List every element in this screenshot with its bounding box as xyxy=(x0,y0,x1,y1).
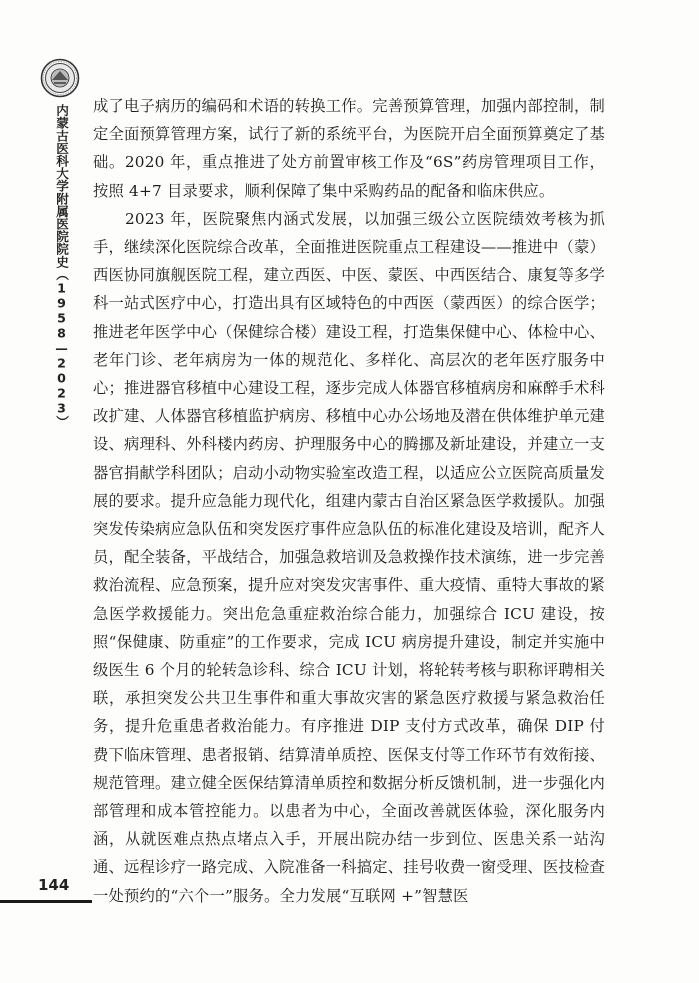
university-seal-icon xyxy=(40,58,80,98)
page-number-rule xyxy=(0,900,92,903)
running-book-title: 内蒙古医科大学附属医院院史（1958—2023） xyxy=(54,104,69,428)
body-text xyxy=(93,92,605,910)
paragraph-1: 成了电子病历的编码和术语的转换工作。完善预算管理，加强内部控制，制定全面预算管理方案，试行了新的系统平台，为医院开启全面预算奠定了基础。2020 年，重点推进了处方前置审核工作及“6S”药房管理项目工作，按照 4+7 目录要求，顺利保障了集中采购药品的配备和临床供应。 xyxy=(93,97,605,200)
paragraph-2: 2023 年，医院聚焦内涵式发展，以加强三级公立医院绩效考核为抓手，继续深化医院综合改革，全面推进医院重点工程建设——推进中（蒙）西医协同旗舰医院工程，建立西医、中医、蒙医、中西医结合、康复等多学科一站式医疗中心，打造出具有区域特色的中西医（蒙西医）的综合医学；推进老年医学中心（保健综合楼）建设工程，打造集保健中心、体检中心、老年门诊、老年病房为一体的规范化、多样化、高层次的老年医疗服务中心；推进器官移植中心建设工程，逐步完成人体器官移植病房和麻醉手术科改扩建、人体器官移植监护病房、移植中心办公场地及潜在供体维护单元建设、病理科、外科楼内药房、护理服务中心的腾挪及新址建设，并建立一支器官捐献学科团队；启动小动物实验室改造工程，以适应公立医院高质量发展的要求。提升应急能力现代化，组建内蒙古自治区紧急医学救援队。加强突发传染病应急队伍和突发医疗事件应急队伍的标准化建设及培训，配齐人员，配全装备，平战结合，加强急救培训及急救操作技术演练，进一步完善救治流程、应急预案，提升应对突发灾害事件、重大疫情、重特大事故的紧急医学救援能力。突出危急重症救治综合能力，加强综合 ICU 建设，按照“保健康、防重症”的工作要求，完成 ICU 病房提升建设，制定并实施中级医生 6 个月的轮转急诊科、综合 ICU 计划，将轮转考核与职称评聘相关联，承担突发公共卫生事件和重大事故灾害的紧急医疗救援与紧急救治任务，提升危重患者救治能力。有序推进 DIP 支付方式改革，确保 DIP 付费下临床管理、患者报销、结算清单质控、医保支付等工作环节有效衔接、规范管理。建立健全医保结算清单质控和数据分析反馈机制，进一步强化内部管理和成本管控能力。以患者为中心，全面改善就医体验，深化服务内涵，从就医难点热点堵点入手，开展出院办结一步到位、医患关系一站沟通、远程诊疗一路完成、入院准备一科搞定、挂号收费一窗受理、医技检查一处预约的“六个一”服务。全力发展“互联网 +”智慧医 xyxy=(93,209,605,905)
page-sidebar xyxy=(0,0,86,983)
page-number: 144 xyxy=(38,876,70,894)
